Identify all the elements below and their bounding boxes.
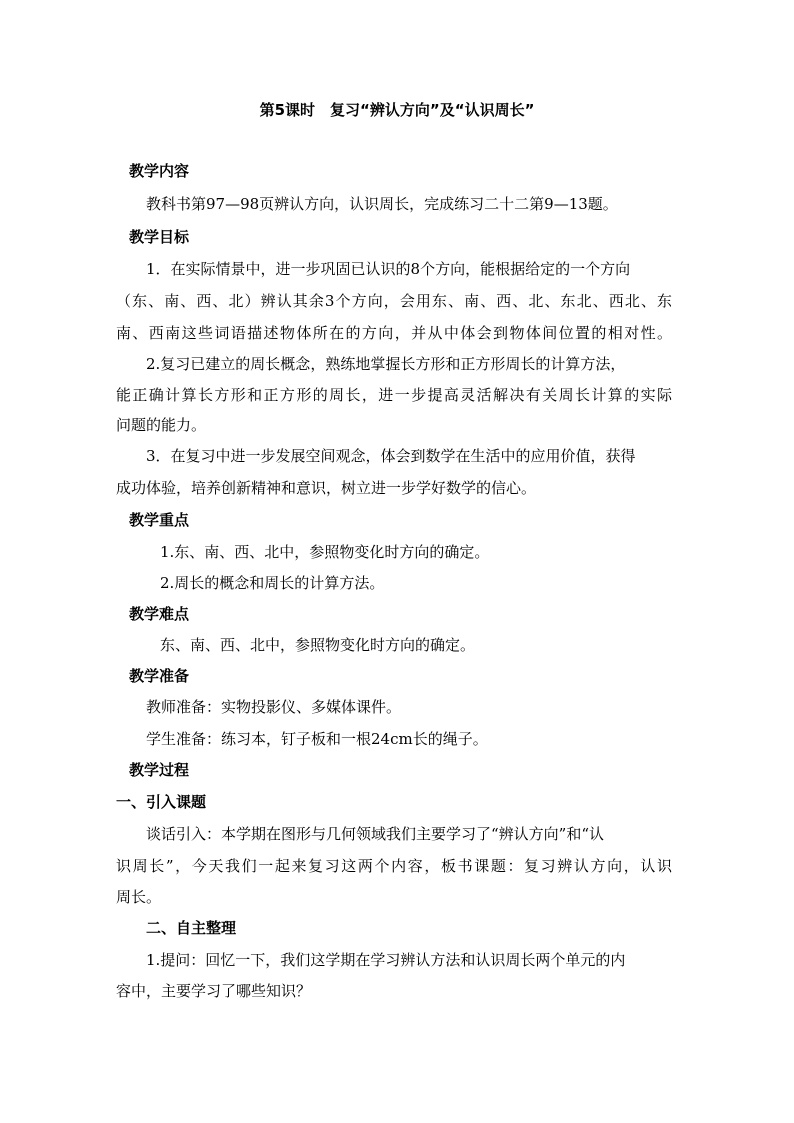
section2-line1: 1.提问：回忆一下，我们这学期在学习辨认方法和认识周长两个单元的内: [146, 951, 626, 969]
heading-key-points: 教学重点: [129, 511, 190, 529]
section1-line3: 周长。: [116, 888, 162, 906]
paragraph-difficulty: 东、南、西、北中，参照物变化时方向的确定。: [160, 636, 476, 654]
heading-teaching-goals: 教学目标: [129, 228, 190, 246]
prep-student: 学生准备：练习本，钉子板和一根24cm长的绳子。: [146, 730, 488, 748]
paragraph-teaching-content: 教科书第97—98页辨认方向，认识周长，完成练习二十二第9—13题。: [146, 195, 618, 213]
section1-line1: 谈话引入：本学期在图形与几何领域我们主要学习了“辨认方向”和“认: [146, 825, 605, 843]
heading-process: 教学过程: [129, 761, 190, 779]
section2-line2: 容中，主要学习了哪些知识？: [116, 982, 312, 1000]
heading-preparation: 教学准备: [129, 667, 190, 685]
heading-teaching-content: 教学内容: [129, 162, 190, 180]
goal3-line1: 3．在复习中进一步发展空间观念，体会到数学在生活中的应用价值，获得: [146, 447, 636, 465]
section1-heading: 一、引入课题: [116, 793, 207, 811]
goal1-line2: （东、南、西、北）辨认其余3个方向，会用东、南、西、北、东北、西北、东: [116, 292, 672, 310]
goal2-line3: 问题的能力。: [116, 416, 207, 434]
key-point-1: 1.东、南、西、北中，参照物变化时方向的确定。: [160, 543, 490, 561]
section1-line2: 识周长”，今天我们一起来复习这两个内容，板书课题：复习辨认方向，认识: [116, 857, 672, 875]
goal2-line1: 2.复习已建立的周长概念，熟练地掌握长方形和正方形周长的计算方法，: [146, 355, 626, 373]
goal3-line2: 成功体验，培养创新精神和意识，树立进一步学好数学的信心。: [116, 479, 537, 497]
goal2-line2: 能正确计算长方形和正方形的周长，进一步提高灵活解决有关周长计算的实际: [116, 386, 672, 404]
goal1-line3: 南、西南这些词语描述物体所在的方向，并从中体会到物体间位置的相对性。: [116, 324, 672, 342]
goal1-line1: 1．在实际情景中，进一步巩固已认识的8个方向，能根据给定的一个方向: [146, 260, 631, 278]
prep-teacher: 教师准备：实物投影仪、多媒体课件。: [146, 698, 402, 716]
heading-difficulty: 教学难点: [129, 605, 190, 623]
document-title: 第5课时 复习“辨认方向”及“认识周长”: [259, 101, 535, 119]
key-point-2: 2.周长的概念和周长的计算方法。: [160, 574, 385, 592]
section2-heading: 二、自主整理: [146, 919, 237, 937]
